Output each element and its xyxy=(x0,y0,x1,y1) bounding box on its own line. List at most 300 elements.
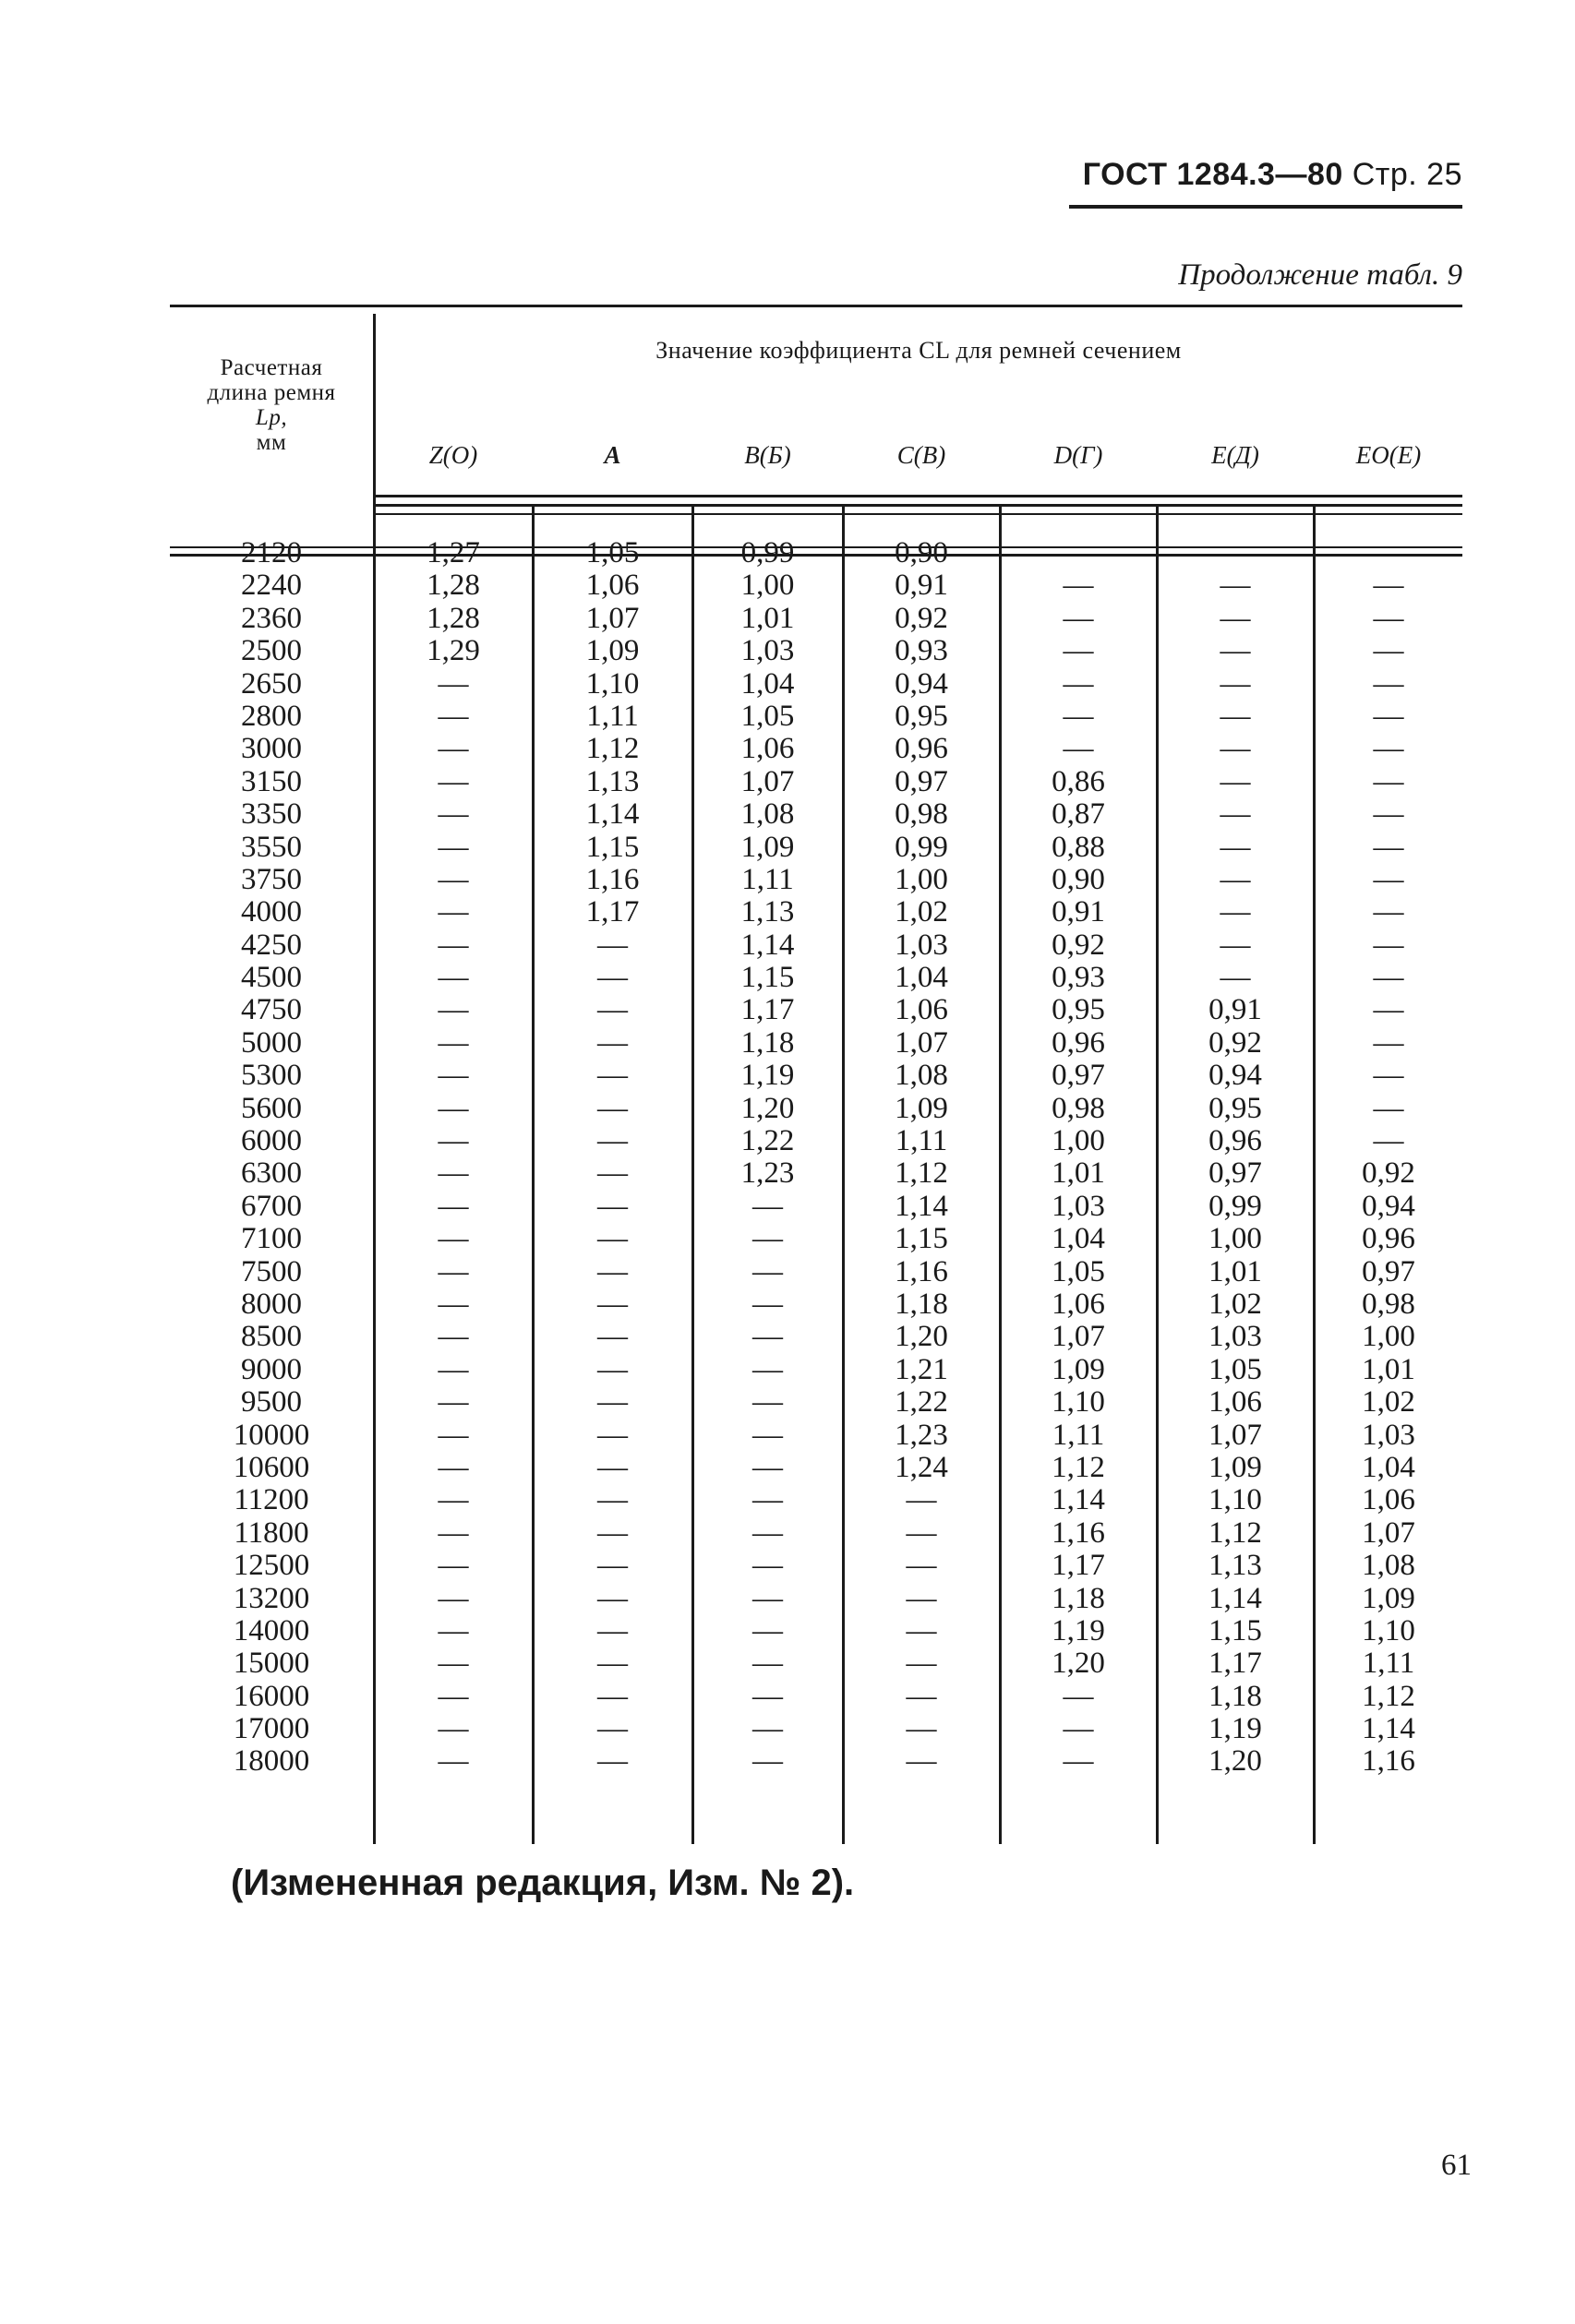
table-cell: — xyxy=(438,797,469,832)
table-cell: — xyxy=(1063,1712,1094,1746)
table-cell: — xyxy=(1220,862,1251,896)
table-cell: 1,19 xyxy=(1208,1712,1262,1746)
table-cell: 0,92 xyxy=(1208,1025,1262,1060)
table-cell: — xyxy=(1220,732,1251,766)
table-cell: — xyxy=(1373,569,1404,603)
table-cell: 1,21 xyxy=(895,1352,948,1386)
page-number: 61 xyxy=(1441,2149,1472,2182)
table-cell: 18000 xyxy=(233,1744,310,1779)
table-cell: — xyxy=(1220,601,1251,635)
table-cell: 1,09 xyxy=(895,1091,948,1125)
table-cell: — xyxy=(906,1483,937,1517)
table-cell: 1,14 xyxy=(895,1189,948,1223)
table-cell: 12500 xyxy=(233,1549,310,1583)
table-cell: 1,09 xyxy=(1052,1352,1105,1386)
column-b xyxy=(693,537,842,1779)
standard-code: ГОСТ 1284.3—80 xyxy=(1082,157,1343,192)
table-cell: 10600 xyxy=(233,1450,310,1484)
table-cell: 1,19 xyxy=(740,1059,795,1093)
table-cell: — xyxy=(597,1287,628,1321)
table-cell: 1,05 xyxy=(585,536,640,569)
table-cell: — xyxy=(1063,1679,1094,1713)
table-cell: 0,94 xyxy=(895,666,948,701)
table-cell: — xyxy=(438,1679,469,1713)
table-cell: 0,86 xyxy=(1052,764,1105,798)
table-cell: 0,99 xyxy=(1208,1189,1262,1223)
table-cell: 6000 xyxy=(241,1124,302,1158)
table-cell: 0,92 xyxy=(895,601,948,635)
table-cell: — xyxy=(597,1712,628,1746)
table-cell: — xyxy=(1220,830,1251,864)
table-cell: 1,18 xyxy=(1208,1679,1262,1713)
col-header-b: B(Б) xyxy=(744,441,791,469)
table-top-rule xyxy=(170,305,1462,307)
table-cell: 0,93 xyxy=(895,634,948,668)
table-cell: 1,14 xyxy=(1208,1581,1262,1615)
table-cell: 13200 xyxy=(233,1581,310,1615)
table-cell: — xyxy=(752,1581,783,1615)
table-cell: 1,05 xyxy=(1052,1254,1105,1288)
table-cell: 9000 xyxy=(241,1352,302,1386)
table-cell: — xyxy=(1220,536,1251,569)
table-cell: 1,09 xyxy=(740,830,795,864)
table-cell: — xyxy=(597,1352,628,1386)
table-cell: — xyxy=(438,1515,469,1550)
table-cell: 0,98 xyxy=(1362,1287,1415,1321)
table-cell: 4000 xyxy=(241,895,302,929)
table-cell: 1,23 xyxy=(895,1418,948,1452)
table-cell: — xyxy=(906,1515,937,1550)
table-cell: 2120 xyxy=(241,536,302,569)
table-cell: 3550 xyxy=(241,830,302,864)
table-cell: 1,15 xyxy=(740,961,795,995)
table-cell: — xyxy=(752,1320,783,1354)
table-cell: 1,16 xyxy=(1052,1515,1105,1550)
table-cell: 0,97 xyxy=(1208,1156,1262,1191)
table-cell: 0,88 xyxy=(1052,830,1105,864)
table-cell: 3350 xyxy=(241,797,302,832)
table-cell: 11200 xyxy=(234,1483,309,1517)
table-cell: — xyxy=(752,1352,783,1386)
table-cell: — xyxy=(597,993,628,1027)
table-cell: 2500 xyxy=(241,634,302,668)
table-cell: 6700 xyxy=(241,1189,302,1223)
table-cell: 0,99 xyxy=(740,536,795,569)
table-cell: — xyxy=(906,1744,937,1779)
column-a xyxy=(534,537,691,1779)
table-cell: — xyxy=(438,1287,469,1321)
table-cell: — xyxy=(1373,1124,1404,1158)
table-cell: — xyxy=(1063,699,1094,733)
table-cell: — xyxy=(597,1091,628,1125)
table-cell: 1,15 xyxy=(1208,1613,1262,1647)
table-cell: — xyxy=(1220,797,1251,832)
column-header-rule-lower xyxy=(375,513,1462,515)
table-cell: — xyxy=(597,1549,628,1583)
table-cell: — xyxy=(597,1418,628,1452)
table-cell: — xyxy=(752,1712,783,1746)
table-cell: 0,91 xyxy=(1208,993,1262,1027)
table-cell: — xyxy=(597,1744,628,1779)
row-header xyxy=(170,355,373,455)
table-cell: 1,17 xyxy=(740,993,795,1027)
table-cell: 1,04 xyxy=(1052,1222,1105,1256)
table-cell: 3750 xyxy=(241,862,302,896)
table-cell: 1,09 xyxy=(1208,1450,1262,1484)
amendment-note: (Измененная редакция, Изм. № 2). xyxy=(231,1863,855,1903)
table-cell: — xyxy=(597,1156,628,1191)
table-cell: 1,04 xyxy=(740,666,795,701)
table-cell: 1,01 xyxy=(1362,1352,1415,1386)
col-header-e: E(Д) xyxy=(1211,441,1259,469)
table-cell: 1,15 xyxy=(585,830,640,864)
row-header-symbol: Lр, xyxy=(255,405,288,430)
table-cell: — xyxy=(1220,764,1251,798)
table-cell: 0,94 xyxy=(1362,1189,1415,1223)
table-cell: 1,22 xyxy=(740,1124,795,1158)
table-cell: 1,11 xyxy=(741,862,794,896)
table-cell: 1,10 xyxy=(1052,1385,1105,1420)
table-cell: 1,12 xyxy=(1208,1515,1262,1550)
table-cell: 0,96 xyxy=(1362,1222,1415,1256)
table-cell: 4250 xyxy=(241,928,302,962)
table-cell: — xyxy=(752,1450,783,1484)
col-header-z: Z(O) xyxy=(428,441,478,469)
row-header-line2: длина ремня xyxy=(207,380,336,405)
table-cell: 5000 xyxy=(241,1025,302,1060)
table-cell: 2800 xyxy=(241,699,302,733)
table-cell: 1,05 xyxy=(740,699,795,733)
table-cell: — xyxy=(438,1450,469,1484)
table-cell: — xyxy=(1373,830,1404,864)
table-cell: — xyxy=(438,993,469,1027)
table-cell: 2240 xyxy=(241,569,302,603)
table-cell: — xyxy=(1220,569,1251,603)
table-cell: — xyxy=(438,1254,469,1288)
table-cell: — xyxy=(752,1189,783,1223)
table-cell: — xyxy=(438,1581,469,1615)
table-cell: 0,90 xyxy=(895,536,948,569)
table-cell: 1,10 xyxy=(1208,1483,1262,1517)
table-cell: — xyxy=(906,1712,937,1746)
table-cell: 1,06 xyxy=(585,569,640,603)
table-cell: 8000 xyxy=(241,1287,302,1321)
table-cell: 1,12 xyxy=(895,1156,948,1191)
table-cell: 0,87 xyxy=(1052,797,1105,832)
table-cell: 0,99 xyxy=(895,830,948,864)
table-cell: 2360 xyxy=(241,601,302,635)
group-header-rule xyxy=(375,495,1462,497)
table-cell: 0,95 xyxy=(1052,993,1105,1027)
table-cell: 1,09 xyxy=(585,634,640,668)
table-cell: — xyxy=(438,830,469,864)
table-cell: 1,28 xyxy=(427,569,480,603)
table-cell: 1,04 xyxy=(895,961,948,995)
table-cell: — xyxy=(597,1385,628,1420)
table-cell: — xyxy=(1220,895,1251,929)
table-cell: 1,03 xyxy=(1362,1418,1415,1452)
table-cell: — xyxy=(1373,699,1404,733)
table-cell: 1,04 xyxy=(1362,1450,1415,1484)
table-cell: — xyxy=(1220,634,1251,668)
column-e xyxy=(1158,537,1313,1779)
table-cell: 14000 xyxy=(233,1613,310,1647)
table-cell: — xyxy=(438,1418,469,1452)
table-cell: 1,12 xyxy=(1052,1450,1105,1484)
table-cell: 1,28 xyxy=(427,601,480,635)
table-cell: — xyxy=(438,1222,469,1256)
table-cell: — xyxy=(438,928,469,962)
table-cell: — xyxy=(1373,1091,1404,1125)
table-cell: 1,00 xyxy=(1362,1320,1415,1354)
table-cell: 1,16 xyxy=(895,1254,948,1288)
table-cell: 0,95 xyxy=(895,699,948,733)
table-cell: 10000 xyxy=(233,1418,310,1452)
table-cell: — xyxy=(1373,862,1404,896)
table-cell: 1,13 xyxy=(1208,1549,1262,1583)
table-cell: — xyxy=(1373,961,1404,995)
table-cell: 1,03 xyxy=(1208,1320,1262,1354)
table-cell: — xyxy=(1373,1025,1404,1060)
table-cell: 9500 xyxy=(241,1385,302,1420)
page-label: Стр. 25 xyxy=(1352,157,1462,192)
table-cell: — xyxy=(438,895,469,929)
column-d xyxy=(1001,537,1156,1779)
table-cell: 1,07 xyxy=(895,1025,948,1060)
table-cell: — xyxy=(1373,797,1404,832)
table-cell: — xyxy=(597,961,628,995)
column-c xyxy=(844,537,999,1779)
table-cell: 0,92 xyxy=(1362,1156,1415,1191)
table-cell: 0,91 xyxy=(895,569,948,603)
table-cell: — xyxy=(597,1483,628,1517)
table-cell: — xyxy=(597,1581,628,1615)
table-cell: 1,11 xyxy=(1052,1418,1105,1452)
table-cell: — xyxy=(438,666,469,701)
table-cell: 3150 xyxy=(241,764,302,798)
table-cell: 1,02 xyxy=(1208,1287,1262,1321)
table-cell: — xyxy=(597,1515,628,1550)
table-cell: — xyxy=(597,1679,628,1713)
table-cell: — xyxy=(597,928,628,962)
table-cell: 1,03 xyxy=(1052,1189,1105,1223)
table-cell: 1,17 xyxy=(585,895,640,929)
table-cell: — xyxy=(1373,601,1404,635)
table-cell: 1,22 xyxy=(895,1385,948,1420)
table-cell: 1,16 xyxy=(1362,1744,1415,1779)
table-cell: 5600 xyxy=(241,1091,302,1125)
table-cell: 1,14 xyxy=(740,928,795,962)
table-cell: — xyxy=(438,1320,469,1354)
table-cell: 1,23 xyxy=(740,1156,795,1191)
table-cell: — xyxy=(752,1385,783,1420)
table-cell: 1,12 xyxy=(1362,1679,1415,1713)
table-cell: 0,96 xyxy=(1208,1124,1262,1158)
col-header-d: D(Г) xyxy=(1053,441,1103,469)
table-cell: — xyxy=(438,1189,469,1223)
table-cell: — xyxy=(752,1418,783,1452)
table-cell: 1,08 xyxy=(740,797,795,832)
table-cell: 1,07 xyxy=(1208,1418,1262,1452)
table-cell: — xyxy=(1373,536,1404,569)
table-cell: 1,13 xyxy=(585,764,640,798)
table-cell: — xyxy=(752,1254,783,1288)
table-cell: — xyxy=(1063,569,1094,603)
table-cell: 0,96 xyxy=(1052,1025,1105,1060)
table-cell: — xyxy=(597,1124,628,1158)
table-cell: 0,97 xyxy=(895,764,948,798)
table-cell: 1,06 xyxy=(740,732,795,766)
page-header xyxy=(1083,157,1462,193)
table-cell: 1,06 xyxy=(895,993,948,1027)
column-z xyxy=(375,537,532,1779)
table-cell: — xyxy=(1373,1059,1404,1093)
table-cell: — xyxy=(1373,634,1404,668)
table-cell: 1,06 xyxy=(1052,1287,1105,1321)
table-cell: 0,91 xyxy=(1052,895,1105,929)
table-cell: — xyxy=(597,1450,628,1484)
table-cell: 1,20 xyxy=(895,1320,948,1354)
table-cell: — xyxy=(752,1483,783,1517)
table-cell: 1,24 xyxy=(895,1450,948,1484)
table-cell: — xyxy=(438,1059,469,1093)
table-cell: 15000 xyxy=(233,1647,310,1681)
table-cell: — xyxy=(438,1156,469,1191)
table-cell: — xyxy=(1063,1744,1094,1779)
table-cell: 0,93 xyxy=(1052,961,1105,995)
table-cell: — xyxy=(438,1091,469,1125)
table-cell: 1,20 xyxy=(1208,1744,1262,1779)
table-cell: 1,06 xyxy=(1362,1483,1415,1517)
table-cell: 1,07 xyxy=(740,764,795,798)
table-cell: — xyxy=(1373,666,1404,701)
table-cell: 1,14 xyxy=(1362,1712,1415,1746)
table-cell: — xyxy=(438,1647,469,1681)
table-cell: 1,08 xyxy=(1362,1549,1415,1583)
table-cell: 1,11 xyxy=(1362,1647,1415,1681)
table-cell: 11800 xyxy=(234,1515,309,1550)
table-cell: — xyxy=(752,1515,783,1550)
table-cell: 1,13 xyxy=(740,895,795,929)
table-cell: 8500 xyxy=(241,1320,302,1354)
table-cell: — xyxy=(438,764,469,798)
table-cell: 0,90 xyxy=(1052,862,1105,896)
table-cell: — xyxy=(597,1613,628,1647)
table-cell: 1,11 xyxy=(586,699,639,733)
table-cell: 4750 xyxy=(241,993,302,1027)
table-cell: 6300 xyxy=(241,1156,302,1191)
table-cell: 1,07 xyxy=(585,601,640,635)
table-cell: 1,00 xyxy=(1052,1124,1105,1158)
table-cell: 0,97 xyxy=(1362,1254,1415,1288)
table-cell: — xyxy=(1220,961,1251,995)
table-cell: — xyxy=(438,1124,469,1158)
table-cell: — xyxy=(752,1613,783,1647)
table-cell: — xyxy=(1063,634,1094,668)
table-cell: — xyxy=(438,699,469,733)
table-cell: — xyxy=(1373,764,1404,798)
table-cell: — xyxy=(597,1059,628,1093)
table-cell: 1,01 xyxy=(1208,1254,1262,1288)
table-cell: — xyxy=(1063,732,1094,766)
table-cell: — xyxy=(906,1647,937,1681)
table-cell: — xyxy=(1063,601,1094,635)
column-length xyxy=(170,537,373,1779)
table-cell: — xyxy=(1373,993,1404,1027)
table-cell: 1,06 xyxy=(1208,1385,1262,1420)
table-cell: — xyxy=(752,1647,783,1681)
table-cell: — xyxy=(438,1712,469,1746)
table-cell: — xyxy=(1220,699,1251,733)
row-header-line1: Расчетная xyxy=(220,355,323,380)
table-cell: 1,27 xyxy=(427,536,480,569)
table-cell: 3000 xyxy=(241,732,302,766)
table-cell: 1,03 xyxy=(740,634,795,668)
group-header: Значение коэффициента CL для ремней сечением xyxy=(655,337,1182,364)
table-cell: 17000 xyxy=(233,1712,310,1746)
table-cell: 1,15 xyxy=(895,1222,948,1256)
table-cell: — xyxy=(1373,732,1404,766)
table-cell: 1,09 xyxy=(1362,1581,1415,1615)
table-cell: 0,92 xyxy=(1052,928,1105,962)
table-cell: — xyxy=(906,1613,937,1647)
table-cell: — xyxy=(906,1549,937,1583)
table-cell: 1,20 xyxy=(740,1091,795,1125)
table-cell: 0,98 xyxy=(1052,1091,1105,1125)
table-cell: — xyxy=(438,1613,469,1647)
table-cell: 4500 xyxy=(241,961,302,995)
table-cell: 7100 xyxy=(241,1222,302,1256)
table-cell: — xyxy=(438,961,469,995)
table-cell: — xyxy=(438,1385,469,1420)
table-cell: 1,17 xyxy=(1208,1647,1262,1681)
table-cell: 5300 xyxy=(241,1059,302,1093)
table-cell: — xyxy=(1220,666,1251,701)
table-cell: — xyxy=(1373,928,1404,962)
table-cell: — xyxy=(438,1483,469,1517)
table-cell: 1,17 xyxy=(1052,1549,1105,1583)
table-cell: — xyxy=(752,1549,783,1583)
column-header-rule xyxy=(375,504,1462,507)
table-cell: 0,95 xyxy=(1208,1091,1262,1125)
table-cell: — xyxy=(1063,536,1094,569)
col-header-c: C(B) xyxy=(896,441,946,469)
col-header-a: A xyxy=(604,441,621,469)
table-cell: 1,03 xyxy=(895,928,948,962)
table-cell: — xyxy=(597,1320,628,1354)
table-cell: — xyxy=(597,1025,628,1060)
row-header-unit: мм xyxy=(256,430,287,455)
table-cell: — xyxy=(1063,666,1094,701)
coefficient-table xyxy=(170,305,1462,1844)
table-cell: — xyxy=(438,1744,469,1779)
table-cell: — xyxy=(438,1549,469,1583)
col-header-eo: EO(E) xyxy=(1355,441,1422,469)
table-cell: — xyxy=(438,732,469,766)
table-cell: 0,97 xyxy=(1052,1059,1105,1093)
table-cell: — xyxy=(752,1222,783,1256)
table-cell: 1,05 xyxy=(1208,1352,1262,1386)
table-cell: — xyxy=(752,1287,783,1321)
table-cell: 0,98 xyxy=(895,797,948,832)
table-cell: 1,19 xyxy=(1052,1613,1105,1647)
table-cell: 0,96 xyxy=(895,732,948,766)
table-cell: 1,08 xyxy=(895,1059,948,1093)
table-cell: — xyxy=(906,1581,937,1615)
table-cell: — xyxy=(597,1254,628,1288)
table-cell: 7500 xyxy=(241,1254,302,1288)
table-cell: 1,11 xyxy=(895,1124,948,1158)
